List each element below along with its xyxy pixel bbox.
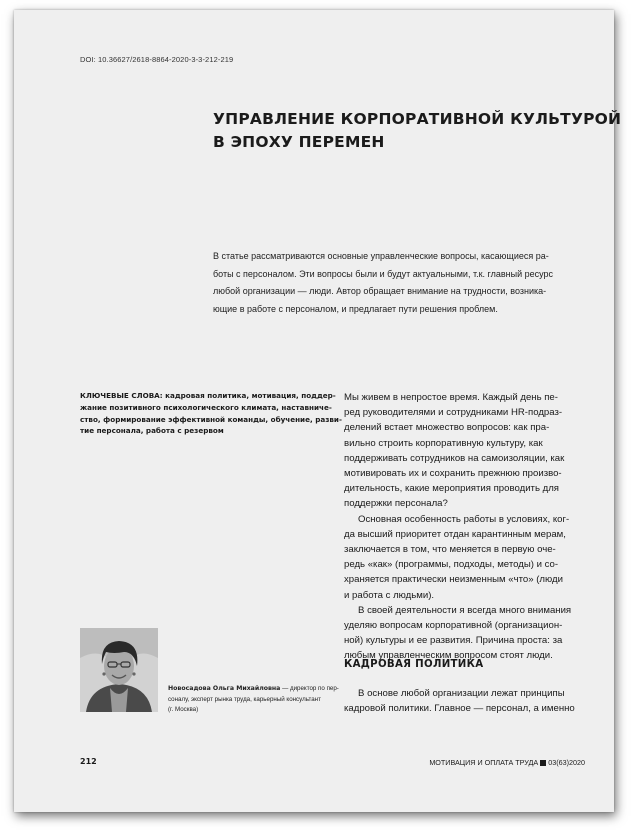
author-line: — директор по пер- [280, 685, 339, 692]
body-line: мотивировать их и сохранить прежнюю произво- [344, 468, 562, 480]
title-line: УПРАВЛЕНИЕ КОРПОРАТИВНОЙ КУЛЬТУРОЙ [213, 110, 622, 128]
body-line: заключается в том, что меняется в первую оче- [344, 544, 556, 556]
body-line: делений встает множество вопросов: как пра- [344, 422, 550, 434]
abstract-line: ющие в работе с персоналом, и предлагает пути решения проблем. [213, 303, 498, 314]
body-line: В основе любой организации лежат принципы [358, 688, 565, 699]
body-line: ной) культуры и ее развития. Причина проста: за [344, 635, 563, 647]
section-text [344, 686, 604, 716]
body-line: кадровой политики. Главное — персонал, а именно [344, 703, 575, 715]
abstract-line: любой организации — люди. Автор обращает внимание на трудности, возника- [213, 286, 547, 296]
abstract-line: В статье рассматриваются основные управленческие вопросы, касающиеся ра- [213, 251, 549, 261]
body-line: Мы живем в непростое время. Каждый день пе- [344, 392, 558, 403]
abstract [213, 248, 593, 318]
body-line: поддерживать сотрудников на самоизоляции, как [344, 452, 565, 464]
journal-name: МОТИВАЦИЯ И ОПЛАТА ТРУДА [429, 758, 539, 767]
author-line: (г. Москва) [168, 706, 199, 713]
article-title [213, 108, 622, 154]
body-line: любым управленческим вопросом стоят люди. [344, 650, 553, 662]
body-line: ред руководителями и сотрудниками HR-подраз- [344, 407, 563, 419]
abstract-line: боты с персоналом. Эти вопросы были и будут актуальными, т.к. главный ресурс [213, 268, 554, 279]
body-line: да высший приоритет отдан карантинным мерам, [344, 528, 566, 540]
page-number: 212 [80, 757, 97, 766]
title-line: В ЭПОХУ ПЕРЕМЕН [213, 133, 385, 151]
doi-line: DOI: 10.36627/2618-8864-2020-3-3-212-219 [80, 55, 234, 64]
square-bullet-icon [540, 760, 546, 766]
body-line: и работа с людьми). [344, 589, 435, 601]
keywords-line: ство, формирование эффективной команды, обучение, разви- [80, 414, 342, 424]
keywords-line: тие персонала, работа с резервом [80, 426, 224, 436]
author-name: Новосадова Ольга Михайловна [168, 685, 281, 692]
keywords-line: жание позитивного психологического климата, наставниче- [80, 402, 332, 412]
article-page [14, 10, 622, 812]
keywords-line: КЛЮЧЕВЫЕ СЛОВА: кадровая политика, мотивация, поддер- [80, 391, 336, 400]
body-text [344, 390, 604, 664]
body-line: В своей деятельности я всегда много внимания [358, 604, 572, 616]
body-line: вильно строить корпоративную культуру, как [344, 437, 543, 449]
body-line: поддержки персонала? [344, 498, 448, 510]
body-line: храняется практически неизменным «что» (люди [344, 574, 563, 586]
body-line: редь «как» (программы, подходы, методы) и со- [344, 559, 559, 571]
journal-footer [429, 758, 585, 767]
author-info [168, 684, 348, 716]
author-line: соналу, эксперт рынка труда, карьерный консультант [168, 695, 321, 703]
keywords [80, 390, 342, 437]
body-line: дительность, какие мероприятия проводить для [344, 483, 559, 495]
author-photo [80, 628, 158, 712]
body-line: уделяю вопросам корпоративной (организацион- [344, 620, 563, 632]
body-line: Основная особенность работы в условиях, ког- [358, 513, 570, 525]
section-heading: КАДРОВАЯ ПОЛИТИКА [344, 659, 484, 670]
author-portrait-icon [80, 628, 158, 712]
journal-issue: 03(63)2020 [548, 758, 585, 767]
